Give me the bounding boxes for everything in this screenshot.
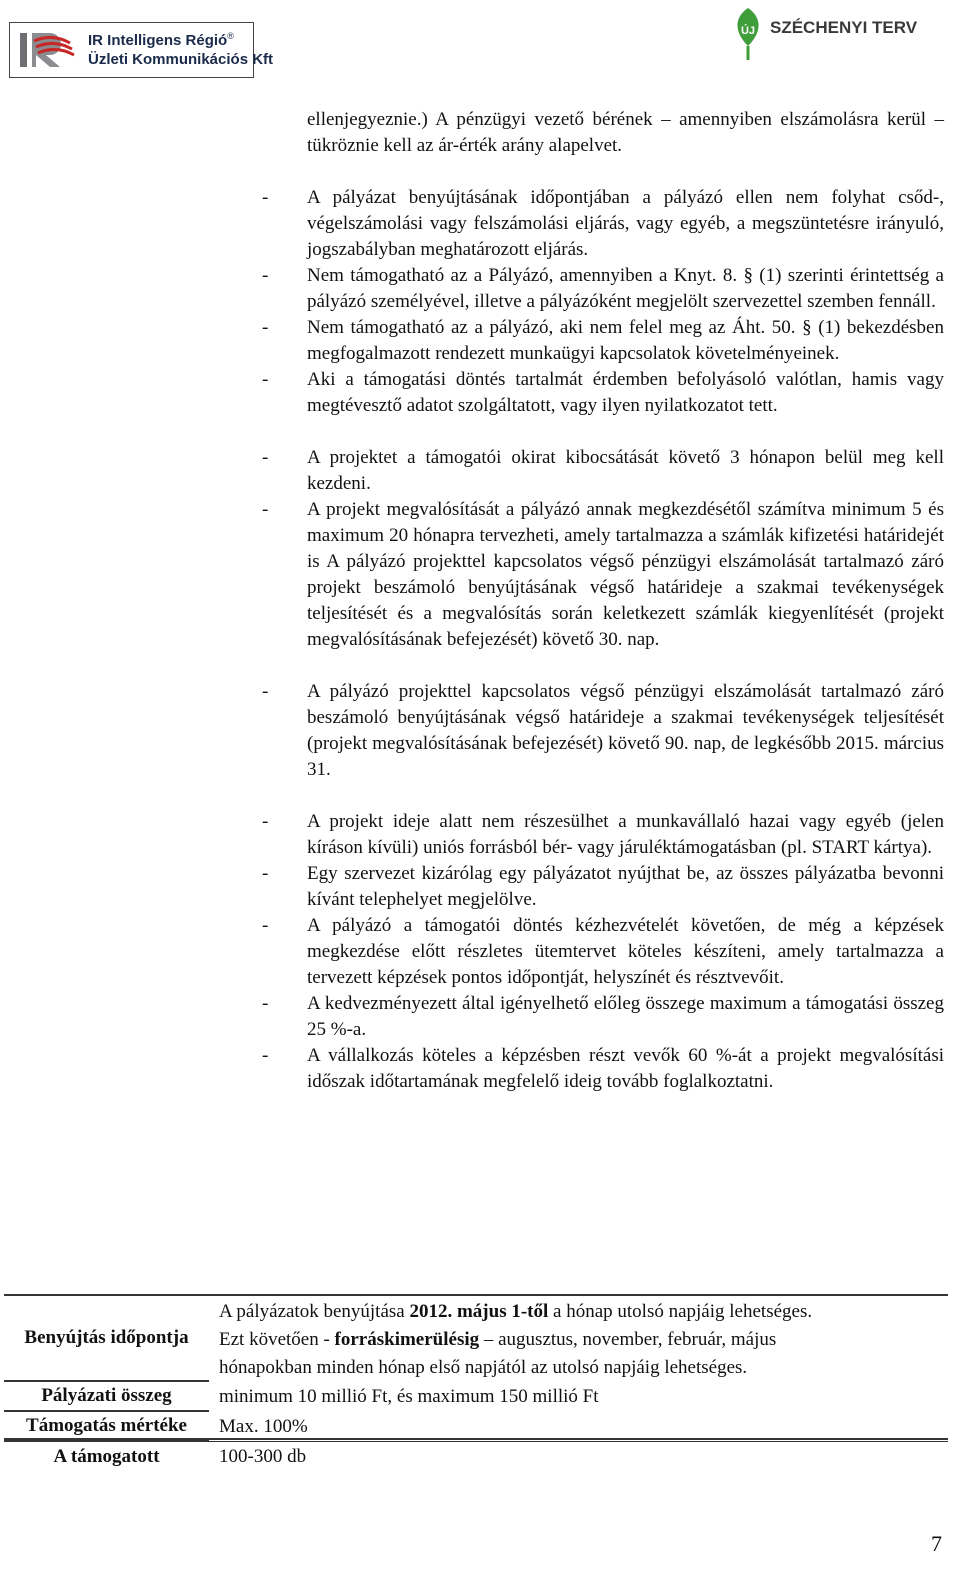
document-body (262, 107, 944, 1095)
amount-row (4, 1382, 948, 1412)
supported-value: 100-300 db (219, 1446, 307, 1467)
list-item: - Aki a támogatási döntés tartalmát érdemben befolyásoló valótlan, hamis vagy megtévesztő adatot szolgáltatott, vagy ilyen nyilatkozatot tett. (262, 369, 944, 416)
list-item: - A pályázat benyújtásának időpontjában a pályázó ellen nem folyhat csőd-, végelszámolási vagy felszámolási eljárás, vagy egyéb, a megszüntetésre irányuló, jogszabályban meghatározott eljárás. (262, 187, 944, 260)
submission-value: A pályázatok benyújtása 2012. május 1-től a hónap utolsó napjáig lehetséges. Ezt követően - forráskimerülésig – augusztus, november, február, május hónapokban minden hónap első napjától az utolsó napjáig lehetséges. (219, 1301, 813, 1378)
rate-label: Támogatás mértéke (4, 1412, 209, 1442)
ir-logo-line1: IR Intelligens Régió® (88, 31, 234, 49)
szechenyi-terv-logo (730, 6, 920, 66)
list-item: - Egy szervezet kizárólag egy pályázatot nyújthat be, az összes pályázatba bevonni kívánt telephelyet megjelölve. (262, 863, 944, 910)
list-item: - A pályázó projekttel kapcsolatos végső pénzügyi elszámolását tartalmazó záró beszámoló benyújtásának végső határideje a szakmai tevékenységek teljesítését (projekt megvalósításának befejezését) követő 90. nap, de legkésőbb 2015. március 31. (262, 681, 944, 780)
table-bottom-rule-2 (4, 1441, 948, 1442)
supported-label: A támogatott (53, 1446, 160, 1467)
list-item: - A projekt ideje alatt nem részesülhet a munkavállaló hazai vagy egyéb (jelen kíráson kívüli) uniós forrásból bér- vagy járuléktámogatásban (pl. START kártya). (262, 811, 944, 858)
submission-row (4, 1296, 948, 1382)
list-item: - Nem támogatható az a pályázó, aki nem felel meg az Áht. 50. § (1) bekezdésben megfogalmazott rendezett munkaügyi kapcsolatok követelményeinek. (262, 317, 944, 364)
info-table (4, 1294, 948, 1472)
amount-label: Pályázati összeg (4, 1382, 209, 1412)
ir-logo (9, 22, 274, 78)
supported-row (4, 1442, 948, 1472)
ir-logo-mark-icon (16, 27, 82, 73)
registered-mark: ® (227, 31, 234, 41)
szechenyi-leaf-icon (730, 6, 766, 62)
list-item: - A vállalkozás köteles a képzésben részt vevők 60 %-át a projekt megvalósítási időszak időtartamának megfelelő ideig tovább foglalkoztatni. (262, 1045, 944, 1092)
list-item: - Nem támogatható az a Pályázó, amennyiben a Knyt. 8. § (1) szerinti érintettség a pályázó személyével, illetve a pályázóként megjelölt szervezettel szemben fennáll. (262, 265, 944, 312)
list-item: - A projekt megvalósítását a pályázó annak megkezdésétől számítva minimum 5 és maximum 20 hónapra tervezheti, amely tartalmazza a számlák kifizetési határidejét is A pályázó projekttel kapcsolatos végső pénzügyi elszámolását tartalmazó záró projekt beszámoló benyújtásának végső határideje a szakmai tevékenységek teljesítését és a megvalósítás során keletkezett számlák kiegyenlítését (projekt megvalósításának befejezését) követő 30. nap. (262, 499, 944, 650)
list-item: - A projektet a támogatói okirat kibocsátását követő 3 hónapon belül meg kell kezdeni. (262, 447, 944, 494)
ir-logo-line2: Üzleti Kommunikációs Kft (88, 51, 274, 68)
submission-label: Benyújtás időpontja (4, 1296, 209, 1382)
table-bottom-rule (4, 1438, 948, 1440)
list-item: - A pályázó a támogatói döntés kézhezvételét követően, de még a képzések megkezdése előtt részletes ütemtervet köteles készíteni, amely tartalmazza a tervezett képzések pontos időpontját, helyszínét és résztvevőit. (262, 915, 944, 988)
szechenyi-leaf-text: ÚJ (740, 25, 756, 37)
amount-value: minimum 10 millió Ft, és maximum 150 millió Ft (219, 1386, 599, 1407)
szechenyi-terv-text: SZÉCHENYI TERV (770, 18, 918, 37)
list-item: - A kedvezményezett által igényelhető előleg összege maximum a támogatási összeg 25 %-a. (262, 993, 944, 1040)
rate-value: Max. 100% (219, 1416, 308, 1437)
intro-paragraph: ellenjegyeznie.) A pénzügyi vezető bérének – amennyiben elszámolásra kerül – tükröznie kell az ár-érték arány alapelvet. (307, 109, 944, 156)
page-number: 7 (931, 1531, 942, 1556)
